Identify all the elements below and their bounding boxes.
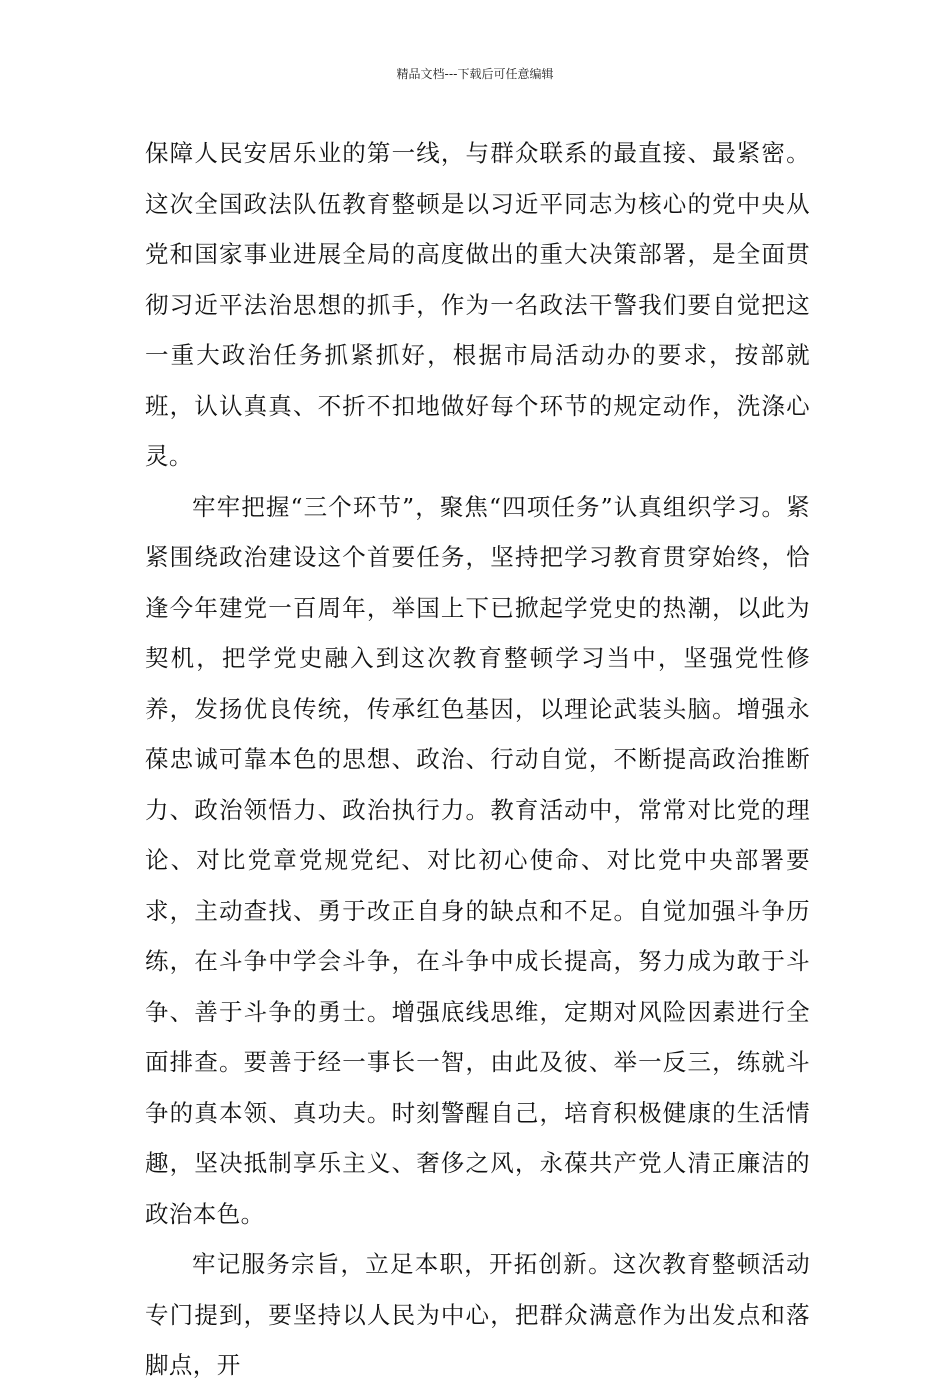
document-body <box>145 128 810 1391</box>
paragraph-continuation: 保障人民安居乐业的第一线，与群众联系的最直接、最紧密。这次全国政法队伍教育整顿是以习近平同志为核心的党中央从党和国家事业进展全局的高度做出的重大决策部署，是全面贯彻习近平法治思想的抓手，作为一名政法干警我们要自觉把这一重大政治任务抓紧抓好，根据市局活动办的要求，按部就班，认认真真、不折不扣地做好每个环节的规定动作，洗涤心灵。 <box>145 139 810 470</box>
page-header: 精品文档---下载后可任意编辑 <box>396 67 554 81</box>
paragraph-study: 牢牢把握“三个环节”，聚焦“四项任务”认真组织学习。紧紧围绕政治建设这个首要任务，坚持把学习教育贯穿始终，恰逢今年建党一百周年，举国上下已掀起学党史的热潮，以此为契机，把学党史融入到这次教育整顿学习当中，坚强党性修养，发扬优良传统，传承红色基因，以理论武装头脑。增强永葆忠诚可靠本色的思想、政治、行动自觉，不断提高政治推断力、政治领悟力、政治执行力。教育活动中，常常对比党的理论、对比党章党规党纪、对比初心使命、对比党中央部署要求，主动查找、勇于改正自身的缺点和不足。自觉加强斗争历练，在斗争中学会斗争，在斗争中成长提高，努力成为敢于斗争、善于斗争的勇士。增强底线思维，定期对风险因素进行全面排查。要善于经一事长一智，由此及彼、举一反三，练就斗争的真本领、真功夫。时刻警醒自己，培育积极健康的生活情趣，坚决抵制享乐主义、奢侈之风，永葆共产党人清正廉洁的政治本色。 <box>145 492 810 1228</box>
paragraph-service: 牢记服务宗旨，立足本职，开拓创新。这次教育整顿活动专门提到，要坚持以人民为中心，把群众满意作为出发点和落脚点，开 <box>145 1250 810 1379</box>
